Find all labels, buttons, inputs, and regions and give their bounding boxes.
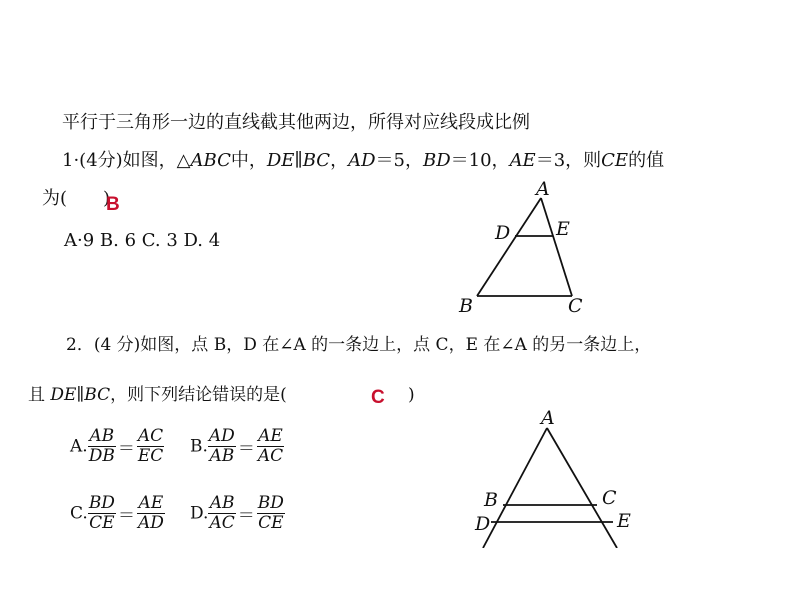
q1-line1 xyxy=(62,150,664,172)
q1-ae-val: ＝3，则 xyxy=(535,150,602,171)
section-heading: 平行于三角形一边的直线截其他两边，所得对应线段成比例 xyxy=(62,112,530,133)
equals-sign: ＝ xyxy=(237,506,255,526)
q1-answer: B xyxy=(106,194,120,215)
fraction: $\frac{AE}{AD}$ xyxy=(137,493,164,533)
q1-line2: 为( ) xyxy=(42,188,111,209)
q1-ce: CE xyxy=(601,150,629,171)
fraction: $\frac{BD}{CE}$ xyxy=(257,493,284,533)
q1-prefix: 1·(4分)如图，△ xyxy=(62,150,191,171)
q2-option-a xyxy=(70,427,164,466)
q1-de-bc: DE∥BC xyxy=(266,150,331,171)
q2-de-bc: DE∥BC xyxy=(50,385,111,405)
fraction: $\frac{AE}{AC}$ xyxy=(257,426,284,466)
q2-option-b xyxy=(190,427,284,466)
fraction: $\frac{AC}{EC}$ xyxy=(137,426,164,466)
q1-tail: 的值 xyxy=(628,150,665,171)
ray-ad xyxy=(483,428,547,548)
q2-close-paren: ) xyxy=(408,385,415,405)
q2-option-d xyxy=(190,494,285,533)
q1-comma: ， xyxy=(330,150,349,171)
option-label: A. xyxy=(70,436,88,457)
label-c: C xyxy=(568,295,583,317)
fraction: $\frac{AB}{DB}$ xyxy=(88,426,115,466)
equals-sign: ＝ xyxy=(237,439,255,459)
q2-line2 xyxy=(28,384,287,406)
equals-sign: ＝ xyxy=(117,506,135,526)
label-a: A xyxy=(541,407,555,429)
label-c: C xyxy=(602,487,617,509)
option-label: C. xyxy=(70,503,88,524)
q1-ad: AD xyxy=(348,150,376,171)
angle-a-figure xyxy=(471,404,635,548)
option-label: D. xyxy=(190,503,209,524)
label-e: E xyxy=(617,510,631,532)
q1-ad-val: ＝5， xyxy=(375,150,423,171)
fraction: $\frac{AD}{AB}$ xyxy=(208,426,235,466)
figure-2 xyxy=(471,404,635,548)
equals-sign: ＝ xyxy=(117,439,135,459)
figure-1 xyxy=(456,172,588,318)
q1-bd: BD xyxy=(422,150,451,171)
q2-line1: 2．(4 分)如图，点 B，D 在∠A 的一条边上，点 C，E 在∠A 的另一条边上， xyxy=(66,335,652,355)
q1-options: A·9 B. 6 C. 3 D. 4 xyxy=(64,230,221,251)
label-e: E xyxy=(556,218,570,240)
side-ab xyxy=(477,198,541,296)
q2-pre: 且 xyxy=(28,385,51,405)
q1-bd-val: ＝10， xyxy=(450,150,510,171)
q2-answer: C xyxy=(371,387,385,408)
q1-ae: AE xyxy=(509,150,536,171)
label-d: D xyxy=(495,222,511,244)
label-b: B xyxy=(484,489,498,511)
side-ac xyxy=(541,198,572,296)
triangle-abc-figure xyxy=(456,172,588,318)
q1-abc: ABC xyxy=(190,150,231,171)
q2-post: ，则下列结论错误的是( xyxy=(110,385,287,405)
fraction: $\frac{BD}{CE}$ xyxy=(88,493,115,533)
label-a: A xyxy=(536,178,550,200)
option-label: B. xyxy=(190,436,208,457)
label-d: D xyxy=(475,513,491,535)
q2-option-c xyxy=(70,494,165,533)
fraction: $\frac{AB}{AC}$ xyxy=(209,493,235,533)
q1-zhong: 中， xyxy=(230,150,267,171)
label-b: B xyxy=(459,295,473,317)
